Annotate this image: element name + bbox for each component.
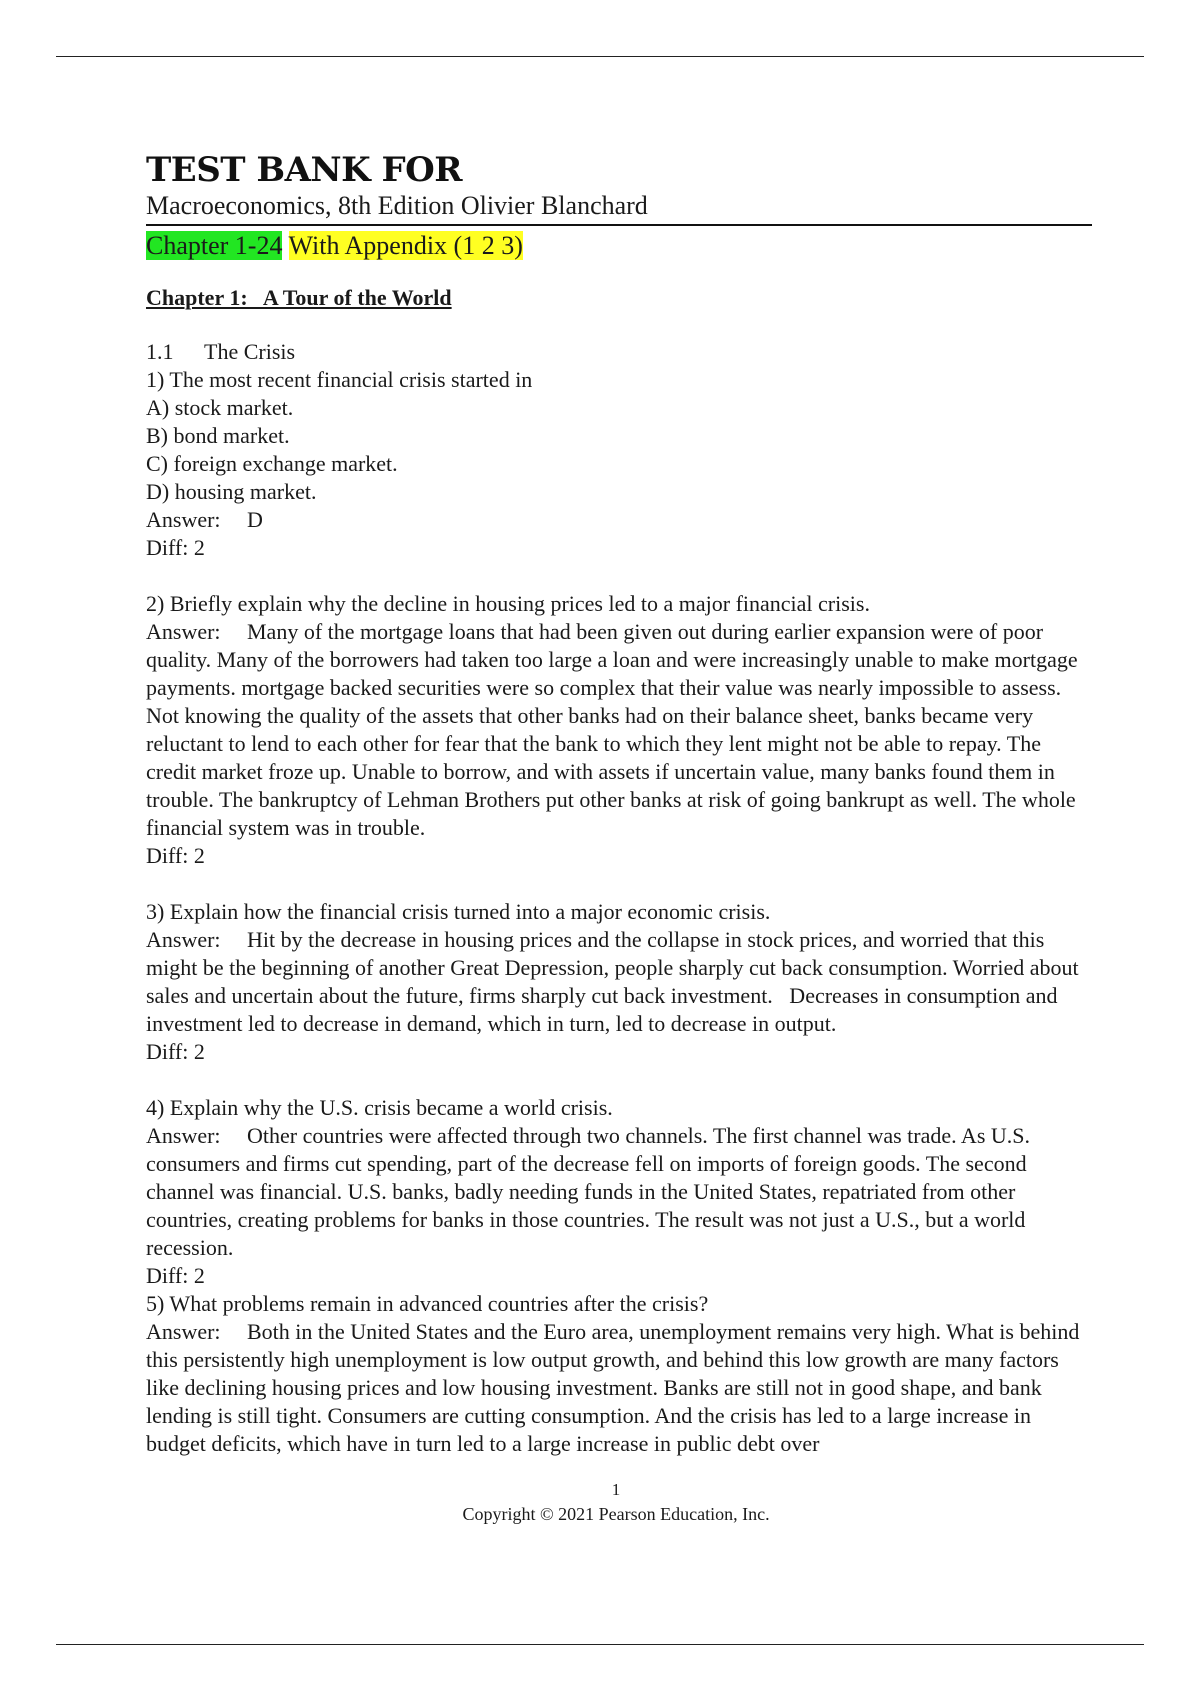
- section-title: The Crisis: [204, 339, 296, 364]
- spacer: [146, 1066, 1092, 1094]
- appendix-highlight: With Appendix (1 2 3): [288, 231, 523, 260]
- answer-text: Other countries were affected through two channels. The first channel was trade. As U.S. consumers and firms cut spending, part of the decrease fell on imports of foreign goods. The second channel was financial. U.S. banks, badly needing funds in the United States, repatriated from other countries, creating problems for banks in those countries. The result was not just a U.S., but a world recession.: [146, 1123, 1030, 1260]
- answer-3: [146, 926, 1092, 1038]
- section-heading: [146, 338, 1092, 366]
- spacer: [146, 870, 1092, 898]
- answer-value: D: [247, 507, 263, 532]
- bottom-rule: [56, 1644, 1144, 1645]
- question-4: 4) Explain why the U.S. crisis became a world crisis.: [146, 1095, 613, 1120]
- document-subtitle: Macroeconomics, 8th Edition Olivier Blanchard: [146, 190, 1092, 226]
- answer-label: Answer:: [146, 1319, 221, 1344]
- page-number: 1: [611, 1480, 621, 1499]
- question-1: 1) The most recent financial crisis started in: [146, 367, 533, 392]
- option-b: B) bond market.: [146, 423, 290, 448]
- chapter-range-highlight: Chapter 1-24: [146, 231, 283, 260]
- answer-4: [146, 1122, 1092, 1262]
- top-rule: [56, 56, 1144, 57]
- document-title: TEST BANK FOR: [146, 150, 463, 190]
- answer-label: Answer:: [146, 1123, 221, 1148]
- answer-5: [146, 1318, 1092, 1458]
- copyright-notice: Copyright © 2021 Pearson Education, Inc.: [462, 1504, 770, 1524]
- chapter-heading: Chapter 1: A Tour of the World: [146, 285, 452, 310]
- option-a: A) stock market.: [146, 395, 294, 420]
- answer-2: [146, 618, 1092, 842]
- question-5: 5) What problems remain in advanced countries after the crisis?: [146, 1291, 709, 1316]
- difficulty-3: Diff: 2: [146, 1039, 205, 1064]
- section-number: 1.1: [146, 339, 174, 364]
- question-2: 2) Briefly explain why the decline in housing prices led to a major financial crisis.: [146, 591, 870, 616]
- answer-label: Answer:: [146, 927, 221, 952]
- answer-text: Many of the mortgage loans that had been given out during earlier expansion were of poor quality. Many of the borrowers had taken too large a loan and were increasingly unable to make mortgage payments. mortgage backed securities were so complex that their value was nearly impossible to assess. Not knowing the quality of the assets that other banks had on their balance sheet, banks became very reluctant to lend to each other for fear that the bank to which they lent might not be able to repay. The credit market froze up. Unable to borrow, and with assets if uncertain value, many banks found them in trouble. The bankruptcy of Lehman Brothers put other banks at risk of going bankrupt as well. The whole financial system was in trouble.: [146, 619, 1078, 840]
- answer-label: Answer:: [146, 619, 221, 644]
- answer-1: [146, 506, 1092, 534]
- document-page: [146, 150, 1092, 1458]
- option-d: D) housing market.: [146, 479, 317, 504]
- spacer: [146, 562, 1092, 590]
- answer-text: Hit by the decrease in housing prices and the collapse in stock prices, and worried that this might be the beginning of another Great Depression, people sharply cut back consumption. Worried about sales and uncertain about the future, firms sharply cut back investment. Decreases in consumption and investment led to decrease in demand, which in turn, led to decrease in output.: [146, 927, 1085, 1036]
- answer-text: Both in the United States and the Euro area, unemployment remains very high. What is behind this persistently high unemployment is low output growth, and behind this low growth are many factors like declining housing prices and low housing investment. Banks are still not in good shape, and bank lending is still tight. Consumers are cutting consumption. And the crisis has led to a large increase in budget deficits, which have in turn led to a large increase in public debt over: [146, 1319, 1080, 1456]
- difficulty-2: Diff: 2: [146, 843, 205, 868]
- question-3: 3) Explain how the financial crisis turned into a major economic crisis.: [146, 899, 771, 924]
- option-c: C) foreign exchange market.: [146, 451, 398, 476]
- chapter-range: [146, 230, 1092, 262]
- difficulty-1: Diff: 2: [146, 535, 205, 560]
- answer-label: Answer:: [146, 507, 221, 532]
- difficulty-4: Diff: 2: [146, 1263, 205, 1288]
